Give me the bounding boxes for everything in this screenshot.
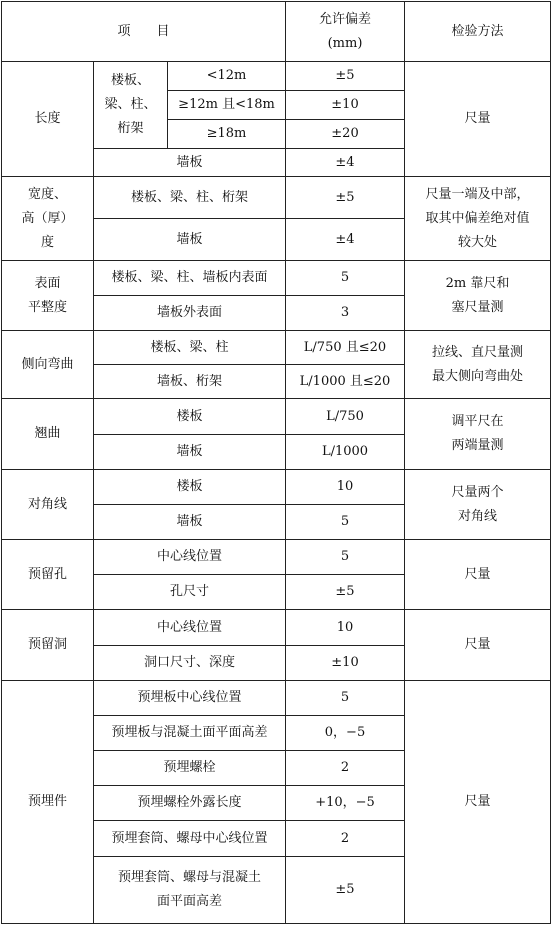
opening-method: 尺量 — [405, 610, 551, 681]
length-condition: <12m — [168, 62, 286, 91]
header-tolerance — [286, 2, 405, 62]
warp-label: 翘曲 — [2, 399, 94, 470]
length-tolerance: ±5 — [286, 62, 405, 91]
opening-item: 中心线位置 — [94, 610, 286, 646]
width-label-line1: 宽度、 — [27, 186, 67, 202]
hole-label: 预留孔 — [2, 540, 94, 610]
bending-method-line2: 最大侧向弯曲处 — [431, 368, 523, 384]
flatness-item: 楼板、梁、柱、墙板内表面 — [94, 261, 286, 296]
flatness-label-line1: 表面 — [34, 275, 61, 291]
header-row — [2, 2, 551, 62]
opening-tolerance: 10 — [286, 610, 405, 646]
width-method — [405, 177, 551, 261]
bending-method-line1: 拉线、直尺量测 — [431, 344, 523, 360]
hole-tolerance: ±5 — [286, 575, 405, 610]
header-tolerance-line1: 允许偏差 — [318, 11, 371, 27]
diagonal-label: 对角线 — [2, 470, 94, 540]
diagonal-method — [405, 470, 551, 540]
length-tolerance: ±20 — [286, 120, 405, 149]
embedded-item — [94, 857, 286, 924]
flatness-label — [2, 261, 94, 331]
warp-item: 楼板 — [94, 399, 286, 435]
bending-row-1 — [2, 331, 551, 365]
diagonal-method-line2: 对角线 — [457, 508, 497, 524]
flatness-method-line1: 2m 靠尺和 — [445, 275, 510, 291]
bending-item: 墙板、桁架 — [94, 365, 286, 399]
length-method: 尺量 — [405, 62, 551, 177]
hole-item: 孔尺寸 — [94, 575, 286, 610]
width-method-line3: 较大处 — [457, 234, 497, 250]
length-group-line2: 梁、柱、 — [104, 97, 157, 112]
embedded-item: 预埋板与混凝土面平面高差 — [94, 716, 286, 751]
length-group — [94, 62, 168, 149]
bending-tolerance: L/1000 且≤20 — [286, 365, 405, 399]
bending-tolerance: L/750 且≤20 — [286, 331, 405, 365]
width-method-line1: 尺量一端及中部， — [425, 186, 530, 202]
opening-row-1 — [2, 610, 551, 646]
warp-row-1 — [2, 399, 551, 435]
width-label-line2: 高（厚） — [21, 210, 74, 226]
length-condition: ≥12m 且<18m — [168, 91, 286, 120]
diagonal-method-line1: 尺量两个 — [451, 484, 504, 500]
length-group-line1: 楼板、 — [110, 73, 150, 88]
header-tolerance-line2: (mm) — [327, 35, 363, 51]
opening-item: 洞口尺寸、深度 — [94, 646, 286, 681]
width-label-line3: 度 — [40, 234, 54, 250]
inspection-tolerance-table — [1, 1, 551, 924]
opening-label: 预留洞 — [2, 610, 94, 681]
warp-method-line1: 调平尺在 — [451, 414, 504, 429]
width-tolerance: ±5 — [286, 177, 405, 219]
embedded-item-line1: 预埋套筒、螺母与混凝土 — [117, 870, 261, 885]
embedded-item: 预埋螺栓 — [94, 751, 286, 786]
flatness-method-line2: 塞尺量测 — [451, 299, 504, 315]
length-tolerance: ±10 — [286, 91, 405, 120]
diagonal-item: 墙板 — [94, 505, 286, 540]
hole-item: 中心线位置 — [94, 540, 286, 575]
diagonal-row-1 — [2, 470, 551, 505]
embedded-method: 尺量 — [405, 681, 551, 924]
diagonal-tolerance: 10 — [286, 470, 405, 505]
length-row-1 — [2, 62, 551, 91]
embedded-tolerance: 2 — [286, 751, 405, 786]
header-method: 检验方法 — [405, 2, 551, 62]
width-tolerance: ±4 — [286, 219, 405, 261]
embedded-item: 预埋螺栓外露长度 — [94, 786, 286, 821]
flatness-label-line2: 平整度 — [27, 299, 67, 315]
warp-tolerance: L/1000 — [286, 435, 405, 470]
opening-tolerance: ±10 — [286, 646, 405, 681]
embedded-item: 预埋板中心线位置 — [94, 681, 286, 716]
hole-row-1 — [2, 540, 551, 575]
embedded-tolerance: 2 — [286, 821, 405, 857]
bending-item: 楼板、梁、柱 — [94, 331, 286, 365]
hole-method: 尺量 — [405, 540, 551, 610]
embedded-tolerance: ±5 — [286, 857, 405, 924]
warp-method-line2: 两端量测 — [451, 438, 504, 453]
length-group-line3: 桁架 — [117, 121, 144, 136]
warp-item: 墙板 — [94, 435, 286, 470]
embedded-tolerance: 0，−5 — [286, 716, 405, 751]
width-item: 墙板 — [94, 219, 286, 261]
width-method-line2: 取其中偏差绝对值 — [425, 210, 530, 226]
length-tolerance: ±4 — [286, 149, 405, 177]
embedded-tolerance: +10，−5 — [286, 786, 405, 821]
width-label — [2, 177, 94, 261]
embedded-item-line2: 面平面高差 — [156, 894, 222, 909]
length-condition: ≥18m — [168, 120, 286, 149]
flatness-item: 墙板外表面 — [94, 296, 286, 331]
warp-tolerance: L/750 — [286, 399, 405, 435]
embedded-label: 预埋件 — [2, 681, 94, 924]
header-item: 项 目 — [2, 2, 286, 62]
warp-method — [405, 399, 551, 470]
flatness-row-1 — [2, 261, 551, 296]
bending-method — [405, 331, 551, 399]
length-label: 长度 — [2, 62, 94, 177]
bending-label: 侧向弯曲 — [2, 331, 94, 399]
width-item: 楼板、梁、柱、桁架 — [94, 177, 286, 219]
embedded-tolerance: 5 — [286, 681, 405, 716]
flatness-tolerance: 5 — [286, 261, 405, 296]
length-item: 墙板 — [94, 149, 286, 177]
embedded-item: 预埋套筒、螺母中心线位置 — [94, 821, 286, 857]
hole-tolerance: 5 — [286, 540, 405, 575]
width-row-1 — [2, 177, 551, 219]
flatness-tolerance: 3 — [286, 296, 405, 331]
diagonal-item: 楼板 — [94, 470, 286, 505]
diagonal-tolerance: 5 — [286, 505, 405, 540]
flatness-method — [405, 261, 551, 331]
embedded-row-1 — [2, 681, 551, 716]
